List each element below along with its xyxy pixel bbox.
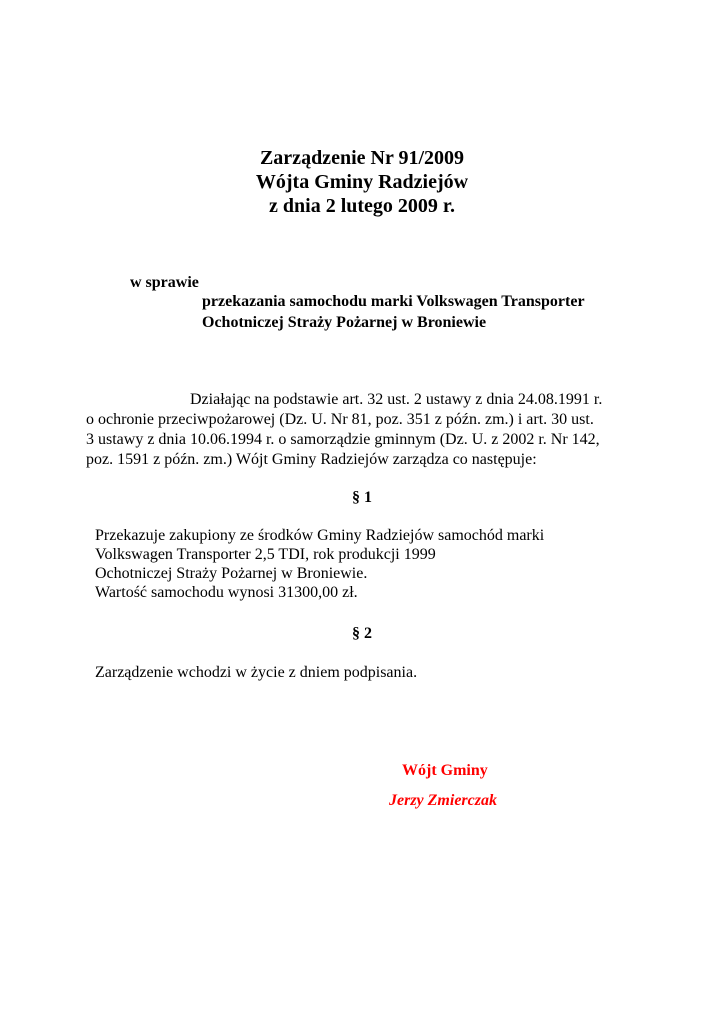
- section-1-line-1: Przekazuje zakupiony ze środków Gminy Radziejów samochód marki: [95, 527, 545, 544]
- basis-line-1: Działając na podstawie art. 32 ust. 2 ustawy z dnia 24.08.1991 r.: [190, 391, 603, 408]
- basis-line-4: poz. 1591 z późn. zm.) Wójt Gminy Radziejów zarządza co następuje:: [86, 451, 537, 468]
- section-2-mark: § 2: [352, 625, 372, 642]
- title-line-2: Wójta Gminy Radziejów: [255, 171, 469, 193]
- document-title: [0, 146, 724, 218]
- section-2-text: [95, 663, 417, 682]
- section-1-line-2: Volkswagen Transporter 2,5 TDI, rok produkcji 1999: [95, 546, 436, 563]
- legal-basis-paragraph: [86, 390, 602, 470]
- subject-lead: w sprawie: [130, 274, 199, 291]
- title-line-3: z dnia 2 lutego 2009 r.: [269, 195, 455, 217]
- section-1-mark: § 1: [352, 489, 372, 506]
- basis-line-3: 3 ustawy z dnia 10.06.1994 r. o samorządzie gminnym (Dz. U. z 2002 r. Nr 142,: [86, 431, 600, 448]
- subject-line-2: Ochotniczej Straży Pożarnej w Broniewie: [202, 314, 487, 331]
- section-1-text: [95, 526, 544, 602]
- section-2-line-1: Zarządzenie wchodzi w życie z dniem podpisania.: [95, 664, 418, 681]
- signature-title: Wójt Gminy: [402, 762, 488, 779]
- signature-name: Jerzy Zmierczak: [389, 792, 497, 809]
- subject-text: [202, 291, 585, 333]
- section-1-line-3: Ochotniczej Straży Pożarnej w Broniewie.: [95, 565, 368, 582]
- basis-line-2: o ochronie przeciwpożarowej (Dz. U. Nr 81, poz. 351 z późn. zm.) i art. 30 ust.: [86, 411, 594, 428]
- subject-line-1: przekazania samochodu marki Volkswagen Transporter: [202, 293, 585, 310]
- section-1-line-4: Wartość samochodu wynosi 31300,00 zł.: [95, 584, 358, 601]
- title-line-1: Zarządzenie Nr 91/2009: [259, 147, 465, 169]
